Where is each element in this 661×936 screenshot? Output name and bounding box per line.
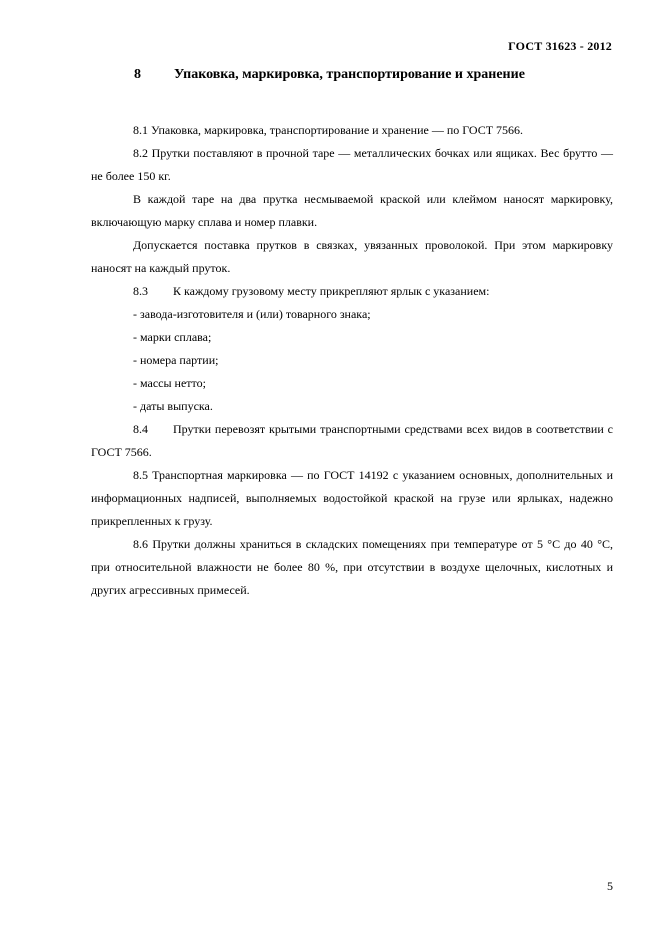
section-body <box>91 119 613 602</box>
clause-8-3-text: К каждому грузовому месту прикрепляют ярлык с указанием: <box>173 284 490 298</box>
clause-8-2-marking: В каждой таре на два прутка несмываемой краской или клеймом наносят маркировку, включающую марку сплава и номер плавки. <box>91 192 613 229</box>
list-item: - номера партии; <box>133 353 219 367</box>
list-item: - даты выпуска. <box>133 399 213 413</box>
list-item: - марки сплава; <box>133 330 212 344</box>
clause-8-1: 8.1 Упаковка, маркировка, транспортирование и хранение — по ГОСТ 7566. <box>133 123 524 137</box>
page-number: 5 <box>607 879 613 893</box>
clause-8-2: 8.2 Прутки поставляют в прочной таре — металлических бочках или ящиках. Вес брутто — не более 150 кг. <box>91 146 613 183</box>
section-number: 8 <box>134 67 141 82</box>
clause-8-5: 8.5 Транспортная маркировка — по ГОСТ 14192 с указанием основных, дополнительных и информационных надписей, выполняемых водостойкой краской на грузе или ярлыках, надежно прикрепленных к грузу. <box>91 468 613 528</box>
section-title: Упаковка, маркировка, транспортирование и хранение <box>174 67 525 82</box>
clause-8-3-number: 8.3 <box>133 284 148 298</box>
clause-8-6: 8.6 Прутки должны храниться в складских помещениях при температуре от 5 °С до 40 °С, при относительной влажности не более 80 %, при отсутствии в воздухе щелочных, кислотных и других агрессивных примесей. <box>91 537 613 597</box>
clause-8-4-number: 8.4 <box>133 422 148 436</box>
list-item: - завода-изготовителя и (или) товарного знака; <box>133 307 371 321</box>
clause-8-4-text: Прутки перевозят крытыми транспортными средствами всех видов в соответствии с ГОСТ 7566. <box>91 422 613 459</box>
document-code: ГОСТ 31623 - 2012 <box>508 39 612 53</box>
clause-8-4 <box>91 418 613 464</box>
label-contents-list <box>91 303 613 418</box>
list-item: - массы нетто; <box>133 376 206 390</box>
clause-8-2-bundles: Допускается поставка прутков в связках, увязанных проволокой. При этом маркировку наносят на каждый пруток. <box>91 238 613 275</box>
section-heading <box>134 67 525 83</box>
clause-8-3 <box>91 280 613 303</box>
